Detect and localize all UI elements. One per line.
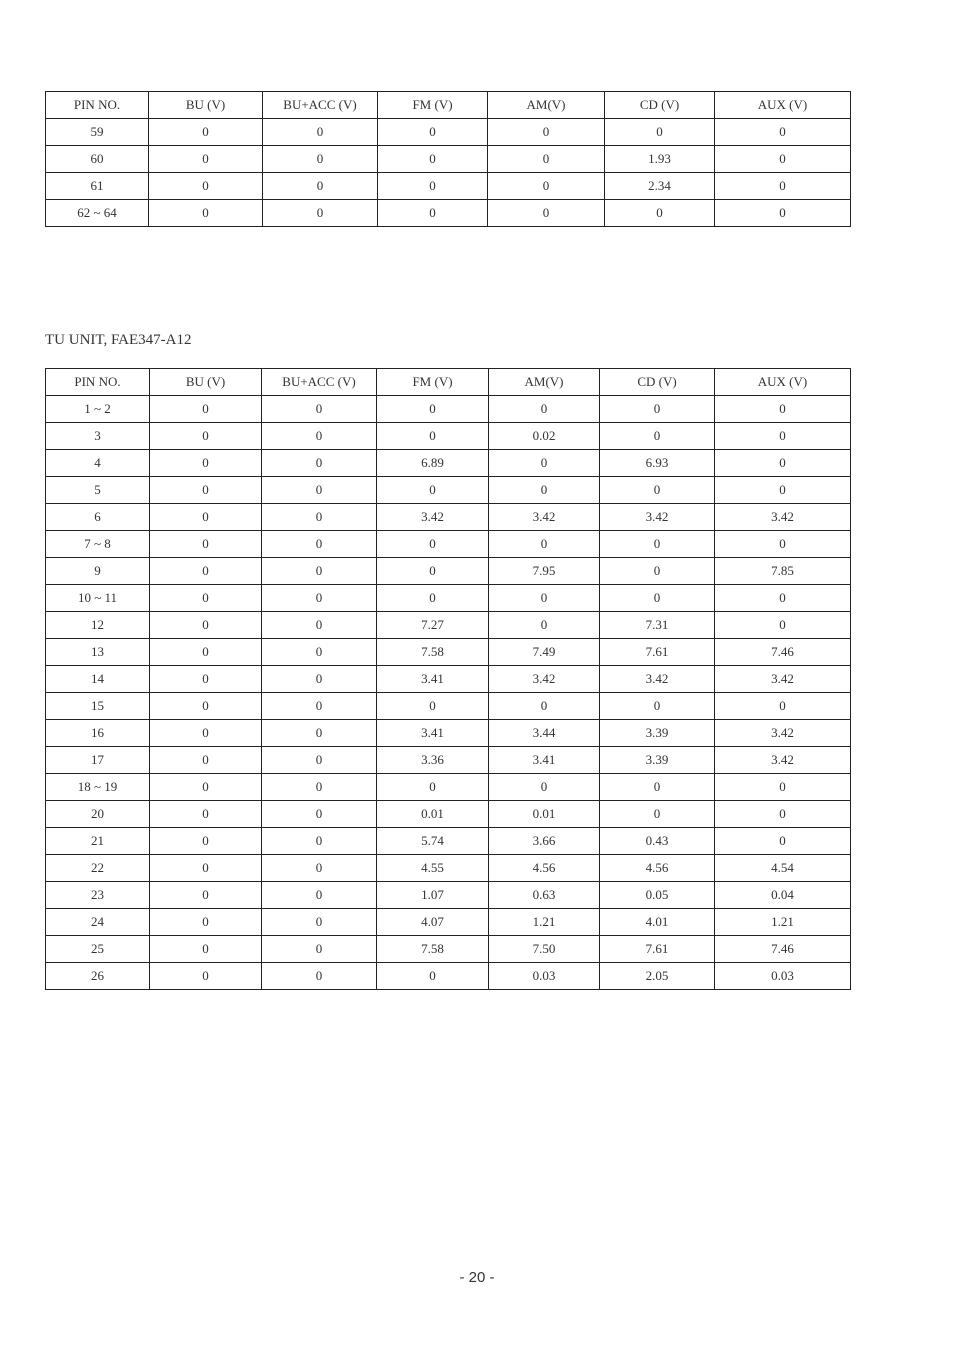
aux-cell: 0 (715, 396, 851, 423)
table-row (46, 477, 851, 504)
bu-acc-cell: 0 (263, 146, 378, 173)
cd-cell: 7.31 (600, 612, 715, 639)
cd-cell: 4.56 (600, 855, 715, 882)
bu-acc-cell: 0 (262, 909, 377, 936)
am-cell: 1.21 (489, 909, 600, 936)
fm-cell: 0 (378, 119, 488, 146)
cd-cell: 0 (600, 396, 715, 423)
fm-cell: 4.07 (377, 909, 489, 936)
tu-unit-voltage-table (45, 368, 851, 990)
bu-acc-cell: 0 (262, 423, 377, 450)
table-row (46, 119, 851, 146)
fm-cell: 0 (378, 146, 488, 173)
pin-no-cell: 5 (46, 477, 150, 504)
fm-cell: 3.41 (377, 666, 489, 693)
section-title: TU UNIT, FAE347-A12 (45, 332, 192, 348)
am-cell: 0 (489, 693, 600, 720)
cd-cell: 0 (600, 801, 715, 828)
fm-cell: 7.58 (377, 936, 489, 963)
table-row (46, 558, 851, 585)
bu-acc-cell: 0 (262, 504, 377, 531)
table-row (46, 173, 851, 200)
bu-cell: 0 (150, 909, 262, 936)
cd-cell: 4.01 (600, 909, 715, 936)
aux-cell: 3.42 (715, 666, 851, 693)
cd-cell: 0.43 (600, 828, 715, 855)
fm-cell: 1.07 (377, 882, 489, 909)
pin-no-cell: 7 ~ 8 (46, 531, 150, 558)
table-row (46, 146, 851, 173)
pin-no-cell: 18 ~ 19 (46, 774, 150, 801)
header-aux: AUX (V) (715, 369, 851, 396)
am-cell: 0 (489, 774, 600, 801)
bu-cell: 0 (150, 423, 262, 450)
pin-no-cell: 16 (46, 720, 150, 747)
bu-acc-cell: 0 (262, 477, 377, 504)
bu-acc-cell: 0 (262, 666, 377, 693)
bu-cell: 0 (150, 477, 262, 504)
table-header-row (46, 369, 851, 396)
aux-cell: 3.42 (715, 504, 851, 531)
fm-cell: 0 (378, 173, 488, 200)
bu-cell: 0 (150, 720, 262, 747)
aux-cell: 1.21 (715, 909, 851, 936)
am-cell: 0 (489, 450, 600, 477)
table-row (46, 720, 851, 747)
cd-cell: 6.93 (600, 450, 715, 477)
bu-acc-cell: 0 (262, 639, 377, 666)
aux-cell: 0 (715, 146, 851, 173)
bu-acc-cell: 0 (262, 450, 377, 477)
am-cell: 3.42 (489, 666, 600, 693)
header-cd: CD (V) (600, 369, 715, 396)
aux-cell: 0 (715, 585, 851, 612)
table-row (46, 396, 851, 423)
bu-cell: 0 (150, 801, 262, 828)
cd-cell: 0 (605, 200, 715, 227)
bu-acc-cell: 0 (262, 801, 377, 828)
pin-no-cell: 61 (46, 173, 149, 200)
table-header-row (46, 92, 851, 119)
header-fm: FM (V) (378, 92, 488, 119)
bu-acc-cell: 0 (262, 612, 377, 639)
aux-cell: 7.46 (715, 936, 851, 963)
bu-cell: 0 (149, 119, 263, 146)
table-row (46, 936, 851, 963)
bu-acc-cell: 0 (262, 396, 377, 423)
cd-cell: 0 (600, 585, 715, 612)
fm-cell: 0 (377, 774, 489, 801)
pin-no-cell: 59 (46, 119, 149, 146)
table-row (46, 585, 851, 612)
fm-cell: 0.01 (377, 801, 489, 828)
aux-cell: 0 (715, 119, 851, 146)
am-cell: 7.50 (489, 936, 600, 963)
aux-cell: 0.04 (715, 882, 851, 909)
cd-cell: 0 (600, 477, 715, 504)
bu-cell: 0 (150, 450, 262, 477)
bu-acc-cell: 0 (262, 936, 377, 963)
bu-acc-cell: 0 (262, 558, 377, 585)
bu-cell: 0 (150, 585, 262, 612)
am-cell: 3.42 (489, 504, 600, 531)
bu-cell: 0 (150, 882, 262, 909)
voltage-table-continued (45, 91, 851, 227)
bu-cell: 0 (149, 173, 263, 200)
table-row (46, 909, 851, 936)
cd-cell: 2.05 (600, 963, 715, 990)
bu-acc-cell: 0 (262, 585, 377, 612)
table-row (46, 450, 851, 477)
bu-cell: 0 (150, 828, 262, 855)
cd-cell: 0 (600, 558, 715, 585)
fm-cell: 7.27 (377, 612, 489, 639)
pin-no-cell: 24 (46, 909, 150, 936)
bu-cell: 0 (150, 504, 262, 531)
header-pin-no: PIN NO. (46, 369, 150, 396)
bu-cell: 0 (150, 639, 262, 666)
pin-no-cell: 17 (46, 747, 150, 774)
aux-cell: 0 (715, 173, 851, 200)
pin-no-cell: 10 ~ 11 (46, 585, 150, 612)
table-row (46, 612, 851, 639)
bu-acc-cell: 0 (263, 200, 378, 227)
table-row (46, 504, 851, 531)
bu-cell: 0 (150, 855, 262, 882)
table-row (46, 855, 851, 882)
table-row (46, 666, 851, 693)
table-row (46, 531, 851, 558)
cd-cell: 0.05 (600, 882, 715, 909)
bu-acc-cell: 0 (262, 828, 377, 855)
fm-cell: 5.74 (377, 828, 489, 855)
bu-cell: 0 (150, 612, 262, 639)
pin-no-cell: 9 (46, 558, 150, 585)
am-cell: 0 (488, 173, 605, 200)
cd-cell: 3.42 (600, 504, 715, 531)
am-cell: 0 (489, 531, 600, 558)
cd-cell: 0 (600, 531, 715, 558)
bu-cell: 0 (150, 396, 262, 423)
bu-cell: 0 (150, 936, 262, 963)
table-row (46, 882, 851, 909)
aux-cell: 0 (715, 774, 851, 801)
bu-cell: 0 (150, 558, 262, 585)
am-cell: 0.63 (489, 882, 600, 909)
cd-cell: 3.39 (600, 747, 715, 774)
fm-cell: 0 (377, 396, 489, 423)
bu-cell: 0 (150, 774, 262, 801)
fm-cell: 0 (377, 531, 489, 558)
bu-cell: 0 (149, 146, 263, 173)
header-am: AM(V) (489, 369, 600, 396)
am-cell: 0.01 (489, 801, 600, 828)
cd-cell: 0 (600, 693, 715, 720)
am-cell: 4.56 (489, 855, 600, 882)
pin-no-cell: 23 (46, 882, 150, 909)
table-row (46, 747, 851, 774)
aux-cell: 0 (715, 531, 851, 558)
pin-no-cell: 25 (46, 936, 150, 963)
pin-no-cell: 4 (46, 450, 150, 477)
table-row (46, 423, 851, 450)
table-row (46, 963, 851, 990)
bu-acc-cell: 0 (262, 963, 377, 990)
cd-cell: 7.61 (600, 639, 715, 666)
aux-cell: 0 (715, 477, 851, 504)
fm-cell: 0 (377, 477, 489, 504)
bu-acc-cell: 0 (262, 531, 377, 558)
aux-cell: 0 (715, 423, 851, 450)
cd-cell: 3.39 (600, 720, 715, 747)
fm-cell: 6.89 (377, 450, 489, 477)
bu-acc-cell: 0 (262, 693, 377, 720)
table-row (46, 200, 851, 227)
pin-no-cell: 21 (46, 828, 150, 855)
am-cell: 0.03 (489, 963, 600, 990)
bu-acc-cell: 0 (262, 720, 377, 747)
header-fm: FM (V) (377, 369, 489, 396)
header-pin-no: PIN NO. (46, 92, 149, 119)
header-bu: BU (V) (150, 369, 262, 396)
aux-cell: 0 (715, 693, 851, 720)
pin-no-cell: 26 (46, 963, 150, 990)
cd-cell: 7.61 (600, 936, 715, 963)
pin-no-cell: 12 (46, 612, 150, 639)
pin-no-cell: 60 (46, 146, 149, 173)
table-row (46, 693, 851, 720)
pin-no-cell: 3 (46, 423, 150, 450)
fm-cell: 3.42 (377, 504, 489, 531)
am-cell: 0 (489, 477, 600, 504)
pin-no-cell: 14 (46, 666, 150, 693)
fm-cell: 0 (377, 585, 489, 612)
pin-no-cell: 22 (46, 855, 150, 882)
fm-cell: 0 (377, 693, 489, 720)
cd-cell: 0 (600, 774, 715, 801)
cd-cell: 3.42 (600, 666, 715, 693)
table-row (46, 828, 851, 855)
fm-cell: 3.36 (377, 747, 489, 774)
am-cell: 0.02 (489, 423, 600, 450)
am-cell: 3.66 (489, 828, 600, 855)
page-number: - 20 - (459, 1269, 495, 1286)
bu-acc-cell: 0 (262, 855, 377, 882)
am-cell: 7.95 (489, 558, 600, 585)
am-cell: 0 (489, 612, 600, 639)
bu-acc-cell: 0 (263, 119, 378, 146)
fm-cell: 0 (377, 963, 489, 990)
am-cell: 0 (488, 119, 605, 146)
header-am: AM(V) (488, 92, 605, 119)
header-aux: AUX (V) (715, 92, 851, 119)
aux-cell: 4.54 (715, 855, 851, 882)
bu-cell: 0 (150, 531, 262, 558)
aux-cell: 0 (715, 200, 851, 227)
bu-cell: 0 (150, 747, 262, 774)
bu-acc-cell: 0 (262, 747, 377, 774)
cd-cell: 0 (600, 423, 715, 450)
aux-cell: 0 (715, 828, 851, 855)
pin-no-cell: 13 (46, 639, 150, 666)
bu-acc-cell: 0 (263, 173, 378, 200)
am-cell: 0 (488, 146, 605, 173)
am-cell: 3.44 (489, 720, 600, 747)
am-cell: 0 (489, 585, 600, 612)
pin-no-cell: 62 ~ 64 (46, 200, 149, 227)
fm-cell: 0 (377, 423, 489, 450)
fm-cell: 7.58 (377, 639, 489, 666)
cd-cell: 1.93 (605, 146, 715, 173)
bu-cell: 0 (149, 200, 263, 227)
pin-no-cell: 15 (46, 693, 150, 720)
fm-cell: 0 (378, 200, 488, 227)
table-row (46, 639, 851, 666)
header-cd: CD (V) (605, 92, 715, 119)
cd-cell: 0 (605, 119, 715, 146)
bu-cell: 0 (150, 666, 262, 693)
bu-cell: 0 (150, 963, 262, 990)
table-row (46, 801, 851, 828)
fm-cell: 3.41 (377, 720, 489, 747)
aux-cell: 7.46 (715, 639, 851, 666)
fm-cell: 0 (377, 558, 489, 585)
aux-cell: 3.42 (715, 720, 851, 747)
am-cell: 0 (488, 200, 605, 227)
bu-acc-cell: 0 (262, 882, 377, 909)
aux-cell: 0 (715, 612, 851, 639)
aux-cell: 7.85 (715, 558, 851, 585)
table-row (46, 774, 851, 801)
bu-cell: 0 (150, 693, 262, 720)
am-cell: 7.49 (489, 639, 600, 666)
pin-no-cell: 20 (46, 801, 150, 828)
am-cell: 0 (489, 396, 600, 423)
pin-no-cell: 6 (46, 504, 150, 531)
fm-cell: 4.55 (377, 855, 489, 882)
cd-cell: 2.34 (605, 173, 715, 200)
aux-cell: 0 (715, 801, 851, 828)
header-bu-acc: BU+ACC (V) (263, 92, 378, 119)
am-cell: 3.41 (489, 747, 600, 774)
pin-no-cell: 1 ~ 2 (46, 396, 150, 423)
aux-cell: 3.42 (715, 747, 851, 774)
bu-acc-cell: 0 (262, 774, 377, 801)
header-bu: BU (V) (149, 92, 263, 119)
header-bu-acc: BU+ACC (V) (262, 369, 377, 396)
aux-cell: 0 (715, 450, 851, 477)
aux-cell: 0.03 (715, 963, 851, 990)
